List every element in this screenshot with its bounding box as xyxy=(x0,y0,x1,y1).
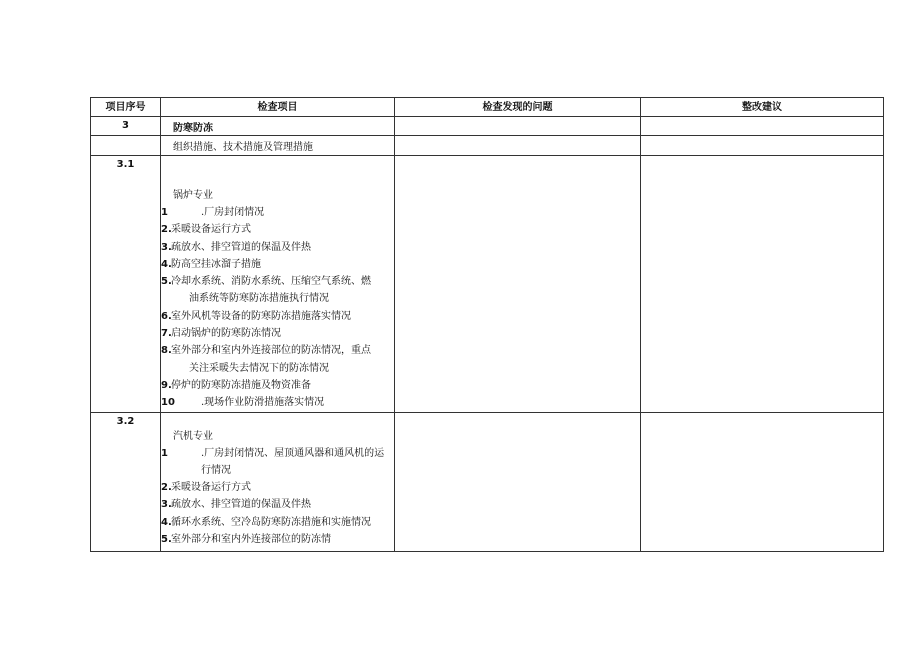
item-number: 8. xyxy=(161,345,172,357)
suggestion-cell xyxy=(641,412,884,551)
item-number: 2. xyxy=(161,482,172,494)
item-text: 采暖设备运行方式 xyxy=(171,224,251,236)
item-number: 1 xyxy=(161,207,168,218)
section-heading: 汽机专业 xyxy=(173,430,213,442)
list-item xyxy=(161,342,394,377)
table-row xyxy=(91,136,884,156)
list-item xyxy=(161,239,394,256)
item-number: 5. xyxy=(161,276,172,288)
item-text: .现场作业防滑措施落实情况 xyxy=(201,397,325,409)
item-text: 室外部分和室内外连接部位的防冻情况，重点 xyxy=(171,345,371,357)
item-text: 循环水系统、空冷岛防寒防冻措施和实施情况 xyxy=(171,516,371,528)
item-number: 3. xyxy=(161,499,172,511)
item-text: 冷却水系统、消防水系统、压缩空气系统、燃 xyxy=(171,276,371,288)
header-item: 检查项目 xyxy=(161,98,395,117)
suggestion-cell xyxy=(641,156,884,413)
item-text: .厂房封闭情况、屋顶通风器和通风机的运 xyxy=(201,447,385,459)
list-item xyxy=(161,325,394,342)
item-number: 5. xyxy=(161,534,172,546)
list-item xyxy=(161,256,394,273)
item-text: 启动锅炉的防寒防冻情况 xyxy=(171,328,281,340)
item-text: 停炉的防寒防冻措施及物资准备 xyxy=(171,379,311,391)
item-number: 4. xyxy=(161,516,172,528)
list-item xyxy=(161,221,394,238)
section-content xyxy=(161,412,395,551)
item-text: 防高空挂冰溜子措施 xyxy=(171,258,261,270)
item-list xyxy=(161,204,394,412)
item-text-continued: 油系统等防寒防冻措施执行情况 xyxy=(189,293,329,305)
section-num: 3.1 xyxy=(91,156,161,413)
header-row xyxy=(91,98,884,117)
item-number: 1 xyxy=(161,447,168,459)
list-item xyxy=(161,479,394,496)
header-suggestions: 整改建议 xyxy=(641,98,884,117)
table-row xyxy=(91,117,884,136)
item-number: 3. xyxy=(161,241,172,253)
item-text-continued: 行情况 xyxy=(201,464,231,476)
list-item xyxy=(161,394,394,411)
item-number: 9. xyxy=(161,379,172,391)
list-item xyxy=(161,377,394,394)
row-subtitle: 组织措施、技术措施及管理措施 xyxy=(161,136,395,156)
list-item xyxy=(161,496,394,513)
item-number: 10 xyxy=(161,397,175,409)
suggestion-cell xyxy=(641,117,884,136)
header-seq: 项目序号 xyxy=(91,98,161,117)
list-item xyxy=(161,204,394,221)
item-text: 室外部分和室内外连接部位的防冻情 xyxy=(171,534,331,546)
item-text: 疏放水、排空管道的保温及伴热 xyxy=(171,241,311,253)
section-heading: 锅炉专业 xyxy=(173,190,213,201)
item-text-continued: 关注采暖失去情况下的防冻情况 xyxy=(189,362,329,374)
list-item xyxy=(161,445,394,480)
list-item xyxy=(161,531,394,548)
problem-cell xyxy=(395,117,641,136)
item-text: 采暖设备运行方式 xyxy=(171,482,251,494)
item-text: 疏放水、排空管道的保温及伴热 xyxy=(171,499,311,511)
section-num: 3.2 xyxy=(91,412,161,551)
suggestion-cell xyxy=(641,136,884,156)
problem-cell xyxy=(395,156,641,413)
list-item xyxy=(161,273,394,308)
row-title: 防寒防冻 xyxy=(161,117,395,136)
item-number: 2. xyxy=(161,224,172,236)
list-item xyxy=(161,514,394,531)
item-number: 7. xyxy=(161,328,172,340)
list-item xyxy=(161,308,394,325)
section-content xyxy=(161,156,395,413)
item-number: 4. xyxy=(161,258,172,270)
problem-cell xyxy=(395,412,641,551)
row-num xyxy=(91,136,161,156)
item-number: 6. xyxy=(161,310,172,322)
row-num: 3 xyxy=(91,117,161,136)
table-row xyxy=(91,412,884,551)
item-text: .厂房封闭情况 xyxy=(201,207,265,218)
problem-cell xyxy=(395,136,641,156)
table-row xyxy=(91,156,884,413)
inspection-table xyxy=(90,97,884,552)
item-list xyxy=(161,445,394,549)
item-text: 室外风机等设备的防寒防冻措施落实情况 xyxy=(171,310,351,322)
header-problems: 检查发现的问题 xyxy=(395,98,641,117)
